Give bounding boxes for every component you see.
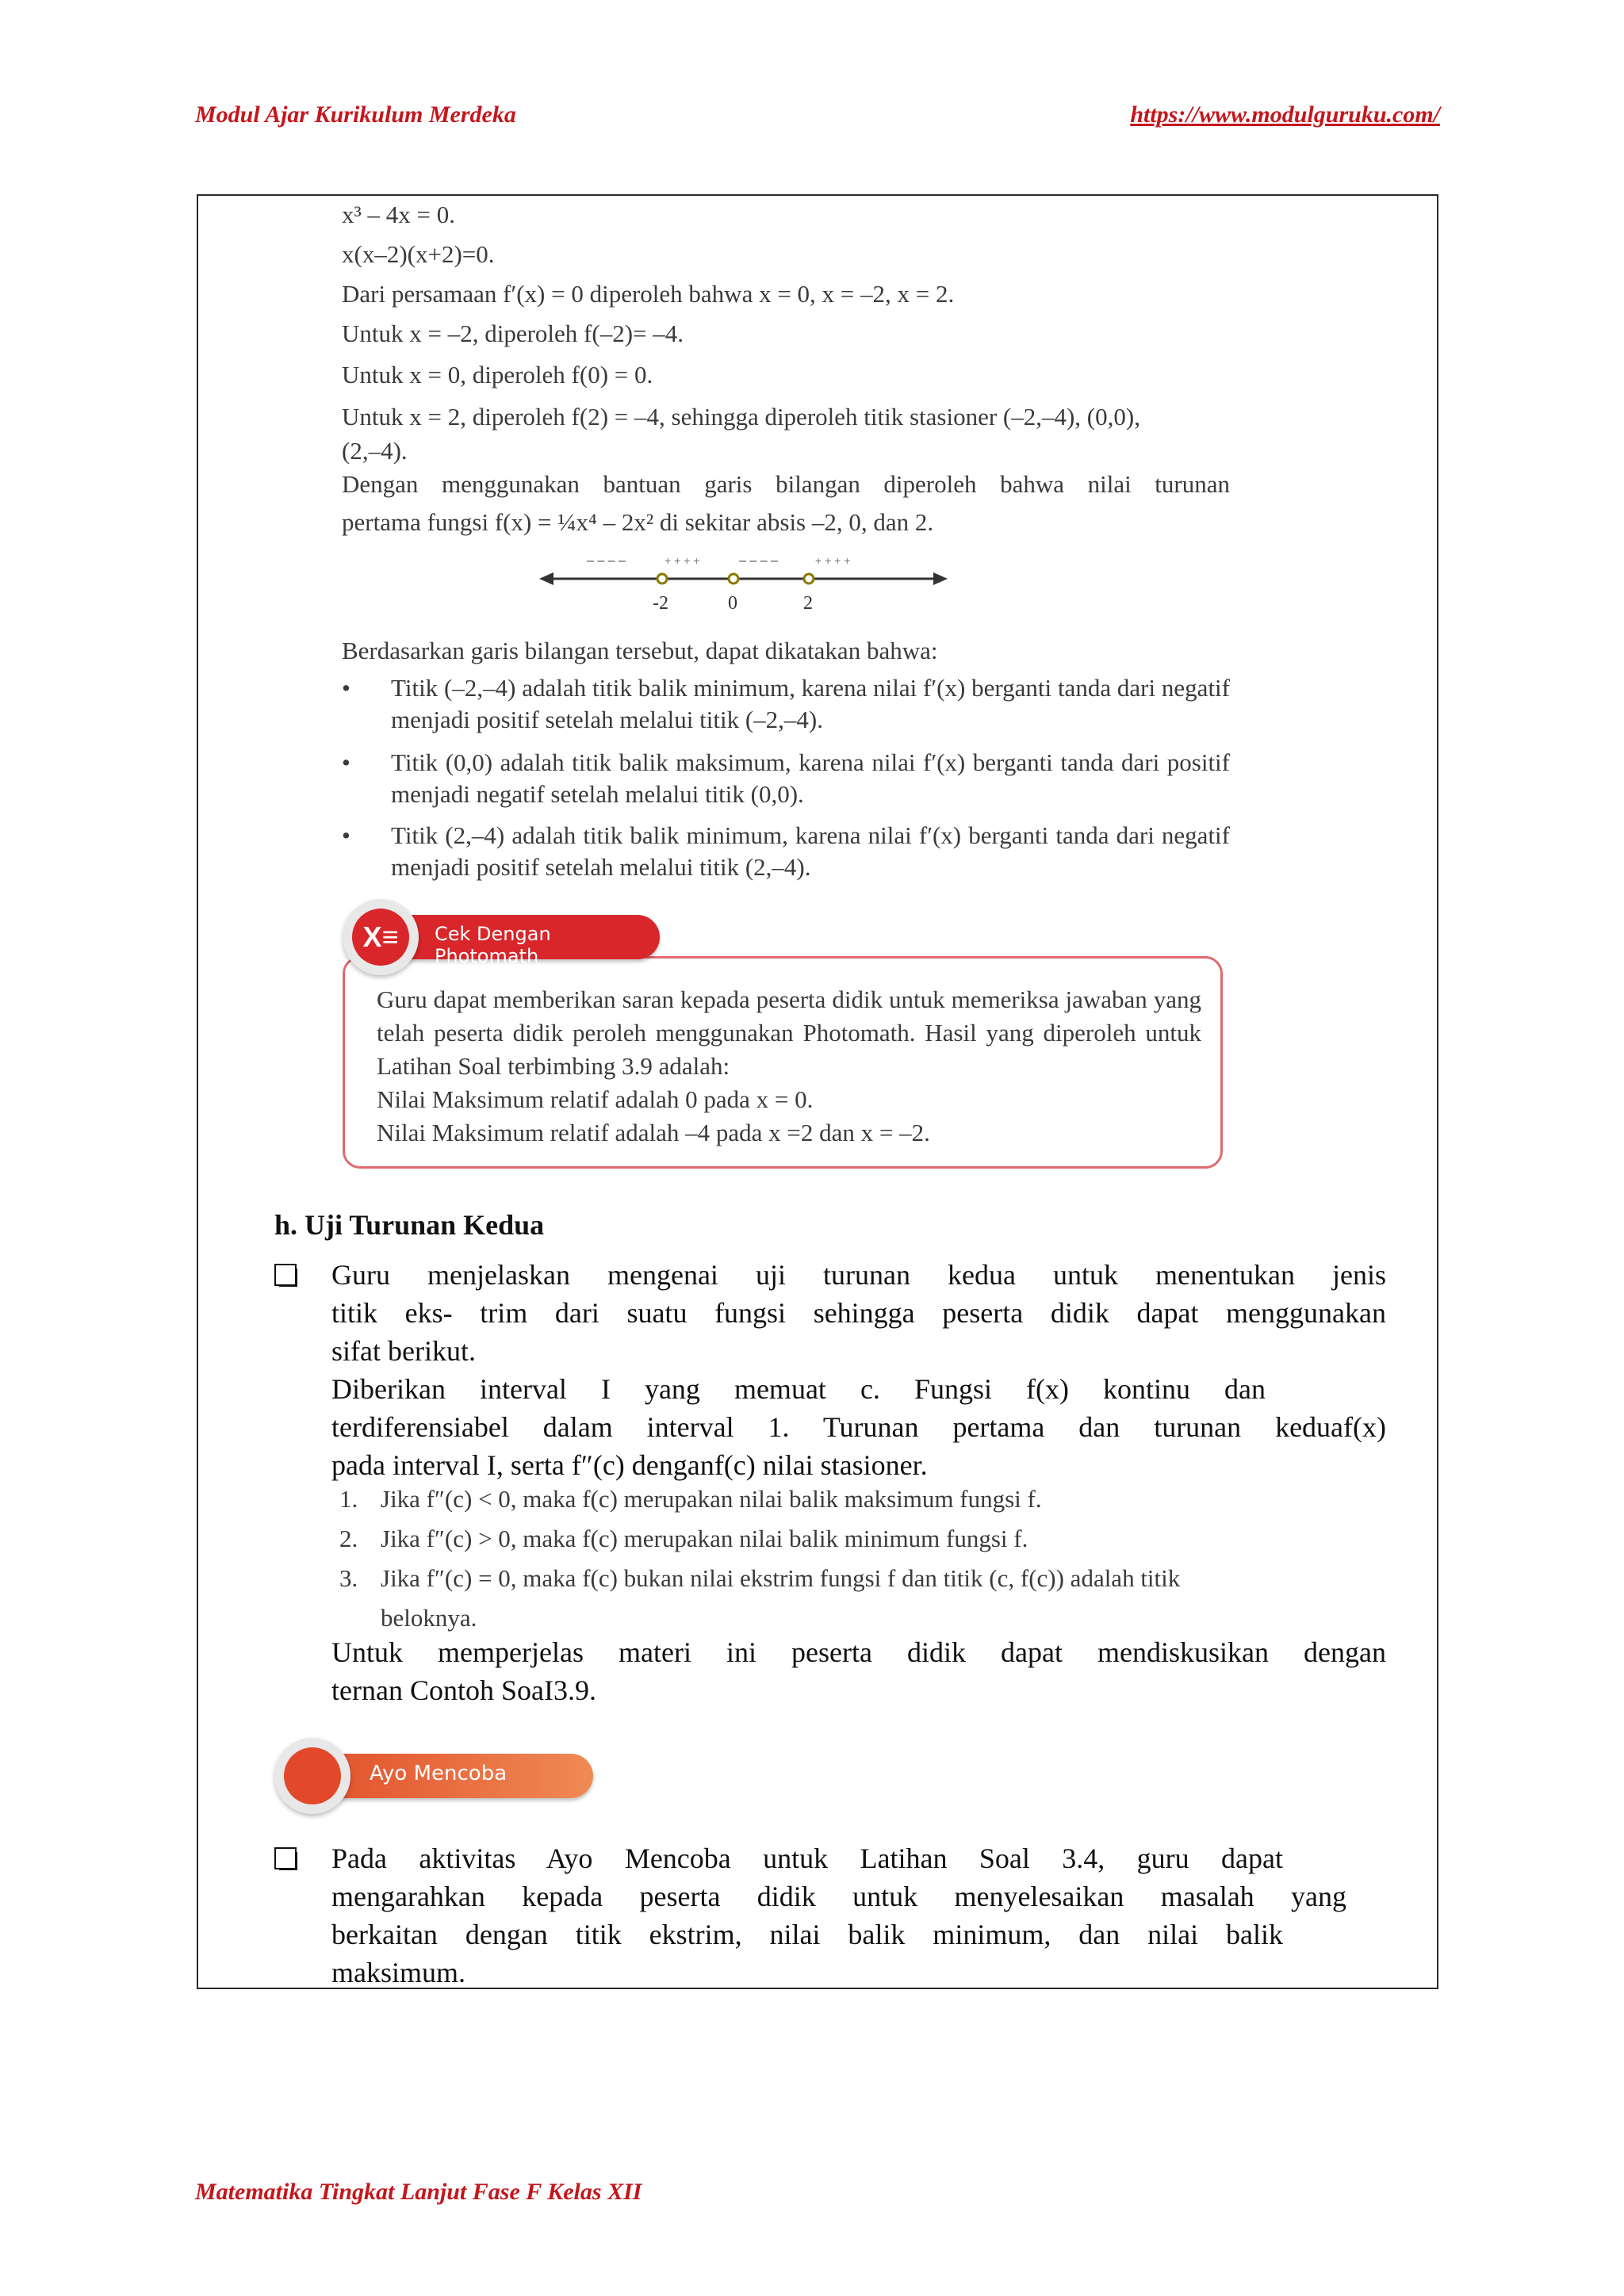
section-heading: h. Uji Turunan Kedua	[274, 1209, 545, 1241]
second-derivative-rules	[339, 1479, 1228, 1638]
equation-line-2: x(x–2)(x+2)=0.	[342, 240, 495, 268]
point-neg2	[657, 574, 667, 584]
rule-text: Jika f″(c) = 0, maka f(c) bukan nilai ekstrim fungsi f dan titik (c, f(c)) adalah titik beloknya.	[381, 1564, 1181, 1632]
photomath-badge	[343, 899, 660, 975]
text-line-8: Dengan menggunakan bantuan garis bilangan diperoleh bahwa nilai turunan	[342, 470, 1230, 498]
rule-text: Jika f″(c) < 0, maka f(c) merupakan nilai balik maksimum fungsi f.	[381, 1485, 1042, 1513]
worksheet-icon	[284, 1747, 341, 1804]
para-line: Guru menjelaskan mengenai uji turunan kedua untuk menentukan jenis	[331, 1259, 1386, 1291]
photomath-note-line-1: Guru dapat memberikan saran kepada peserta didik untuk memeriksa jawaban yang telah peserta didik peroleh menggunakan Photomath. Hasil yang diperoleh untuk Latihan Soal terbimbing 3.9 adalah:	[377, 985, 1201, 1080]
text-line-6: Untuk x = 2, diperoleh f(2) = –4, sehingga diperoleh titik stasioner (–2,–4), (0,0),	[342, 403, 1140, 430]
bullet-text-2: Titik (0,0) adalah titik balik maksimum, karena nilai f′(x) berganti tanda dari positif menjadi negatif setelah melalui titik (0,0).	[391, 748, 1230, 808]
para-line: Untuk memperjelas materi ini peserta didik dapat mendiskusikan dengan	[331, 1636, 1386, 1668]
point-2	[804, 574, 814, 584]
para-line: titik eks- trim dari suatu fungsi sehingga peserta didik dapat menggunakan	[331, 1297, 1386, 1329]
para-line: sifat berikut.	[331, 1335, 476, 1367]
text-line-4: Untuk x = –2, diperoleh f(–2)= –4.	[342, 320, 684, 347]
para-line: Pada aktivitas Ayo Mencoba untuk Latihan Soal 3.4, guru dapat	[331, 1843, 1283, 1874]
sign-number-line	[539, 547, 952, 634]
para-line: berkaitan dengan titik ekstrim, nilai balik minimum, dan nilai balik	[331, 1919, 1283, 1950]
explanation-paragraph	[331, 1256, 1386, 1484]
bullet-item-2	[342, 747, 1230, 810]
activity-paragraph	[331, 1839, 1386, 1992]
text-line-10: Berdasarkan garis bilangan tersebut, dapat dikatakan bahwa:	[342, 637, 938, 664]
para-line: terdiferensiabel dalam interval 1. Turunan pertama dan turunan keduaf(x)	[331, 1411, 1386, 1443]
tick-2: 2	[803, 593, 813, 614]
text-line-9: pertama fungsi f(x) = ¼x⁴ – 2x² di sekitar absis –2, 0, dan 2.	[342, 508, 934, 536]
rule-number: 3.	[339, 1564, 358, 1592]
para-line: pada interval I, serta f″(c) denganf(c) nilai stasioner.	[331, 1449, 928, 1481]
rule-item-2	[339, 1519, 1228, 1559]
rule-number: 2.	[339, 1525, 358, 1552]
checkbox-icon	[274, 1847, 297, 1869]
footer-subject: Matematika Tingkat Lanjut Fase F Kelas XII	[195, 2179, 642, 2205]
bullet-dot-icon: •	[342, 674, 350, 702]
text-line-3: Dari persamaan f′(x) = 0 diperoleh bahwa x = 0, x = –2, x = 2.	[342, 280, 955, 308]
sign-seg-2: + + + +	[665, 554, 700, 567]
bullet-item-1	[342, 672, 1230, 736]
text-line-5: Untuk x = 0, diperoleh f(0) = 0.	[342, 361, 653, 388]
para-line: maksimum.	[331, 1957, 465, 1988]
sign-seg-4: + + + +	[815, 554, 851, 567]
photomath-badge-label: Cek Dengan Photomath	[435, 923, 551, 967]
photomath-note-line-2: Nilai Maksimum relatif adalah 0 pada x = 0.	[377, 1085, 814, 1113]
sign-seg-3: – – – –	[739, 554, 778, 568]
text-line-7: (2,–4).	[342, 437, 408, 465]
rule-number: 1.	[339, 1485, 358, 1513]
spreadsheet-icon: X≡	[352, 909, 409, 966]
bullet-dot-icon: •	[342, 748, 350, 776]
tick-neg2: -2	[653, 593, 668, 614]
para-line: mengarahkan kepada peserta didik untuk menyelesaikan masalah yang	[331, 1881, 1346, 1912]
bullet-dot-icon: •	[342, 821, 350, 849]
ayo-mencoba-badge	[274, 1738, 607, 1814]
para-line: ternan Contoh SoaI3.9.	[331, 1674, 596, 1706]
sign-seg-1: – – – –	[587, 554, 626, 568]
point-0	[729, 574, 738, 584]
bullet-text-3: Titik (2,–4) adalah titik balik minimum, karena nilai f′(x) berganti tanda dari negatif menjadi positif setelah melalui titik (2,–4).	[391, 821, 1230, 881]
discussion-paragraph	[331, 1633, 1386, 1709]
bullet-item-3	[342, 820, 1230, 883]
header-module-title: Modul Ajar Kurikulum Merdeka	[195, 101, 516, 128]
rule-text: Jika f″(c) > 0, maka f(c) merupakan nilai balik minimum fungsi f.	[381, 1525, 1028, 1552]
checkbox-icon	[274, 1264, 297, 1286]
header-website-link[interactable]: https://www.modulguruku.com/	[1130, 101, 1440, 128]
photomath-note-text	[377, 983, 1201, 1150]
bullet-text-1: Titik (–2,–4) adalah titik balik minimum, karena nilai f′(x) berganti tanda dari negatif menjadi positif setelah melalui titik (–2,–4).	[391, 674, 1230, 733]
rule-item-3	[339, 1559, 1253, 1638]
rule-item-1	[339, 1479, 1228, 1519]
para-line: Diberikan interval I yang memuat c. Fungsi f(x) kontinu dan	[331, 1373, 1266, 1405]
photomath-note-line-3: Nilai Maksimum relatif adalah –4 pada x =2 dan x = –2.	[377, 1119, 930, 1146]
equation-line-1: x³ – 4x = 0.	[342, 201, 456, 228]
ayo-mencoba-label: Ayo Mencoba	[370, 1762, 508, 1785]
tick-0: 0	[728, 593, 737, 614]
